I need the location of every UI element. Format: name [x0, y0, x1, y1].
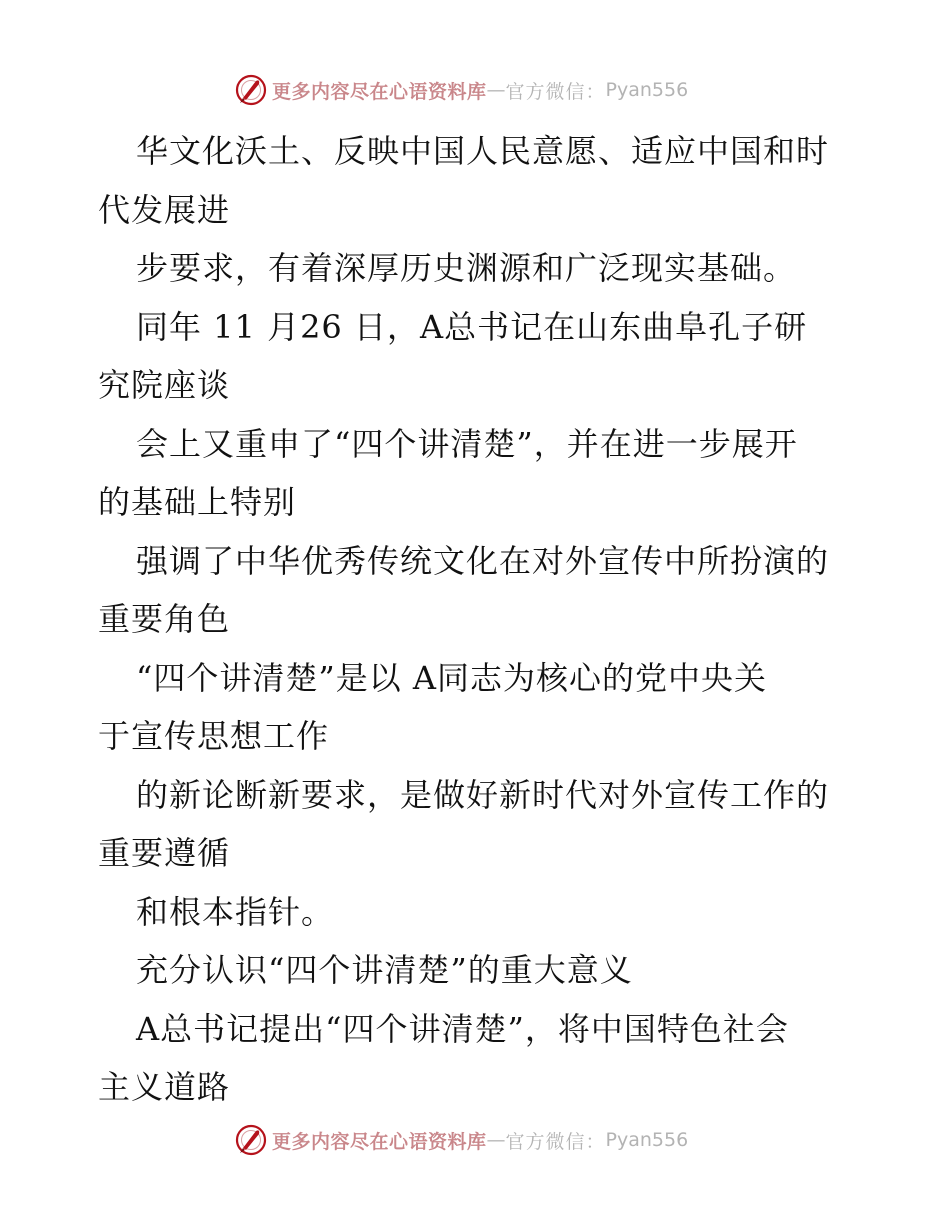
quill-pen-seal-icon	[234, 73, 268, 107]
text-line: 主义道路	[98, 1068, 231, 1106]
section-heading: 充分认识“四个讲清楚”的重大意义	[136, 951, 633, 989]
text-line: 强调了中华优秀传统文化在对外宣传中所扮演的	[136, 541, 830, 580]
footer-watermark	[234, 1122, 754, 1158]
watermark-wechat-id: Pyan556	[605, 1129, 689, 1151]
watermark-dash: —	[486, 1129, 506, 1151]
watermark-main-text: 更多内容尽在心语资料库	[272, 80, 487, 103]
watermark-wechat-id: Pyan556	[605, 79, 689, 101]
text-line: “四个讲清楚”是以 A同志为核心的党中央关	[136, 658, 768, 697]
header-watermark	[234, 72, 754, 108]
watermark-wechat-label: 官方微信：	[505, 1130, 606, 1153]
document-body	[98, 122, 858, 1117]
text-line: 的基础上特别	[98, 483, 297, 521]
text-line: 会上又重申了“四个讲清楚”，并在进一步展开	[136, 424, 798, 463]
text-line: 重要角色	[98, 600, 231, 638]
text-line: 步要求，有着深厚历史渊源和广泛现实基础。	[136, 249, 797, 287]
watermark-dash: —	[486, 79, 506, 101]
text-line: 华文化沃土、反映中国人民意愿、适应中国和时	[136, 132, 830, 170]
text-line: 同年 11 月26 日，A总书记在山东曲阜孔子研	[136, 307, 808, 346]
text-line: A总书记提出“四个讲清楚”，将中国特色社会	[136, 1009, 789, 1048]
text-line: 于宣传思想工作	[98, 717, 330, 755]
watermark-main-text: 更多内容尽在心语资料库	[272, 1130, 487, 1153]
text-line: 代发展进	[98, 190, 231, 229]
text-line: 重要遵循	[98, 834, 231, 872]
watermark-wechat-label: 官方微信：	[505, 80, 606, 103]
quill-pen-seal-icon	[234, 1123, 268, 1157]
text-line: 和根本指针。	[136, 892, 335, 931]
text-line: 的新论断新要求，是做好新时代对外宣传工作的	[136, 775, 830, 814]
text-line: 究院座谈	[98, 366, 231, 404]
